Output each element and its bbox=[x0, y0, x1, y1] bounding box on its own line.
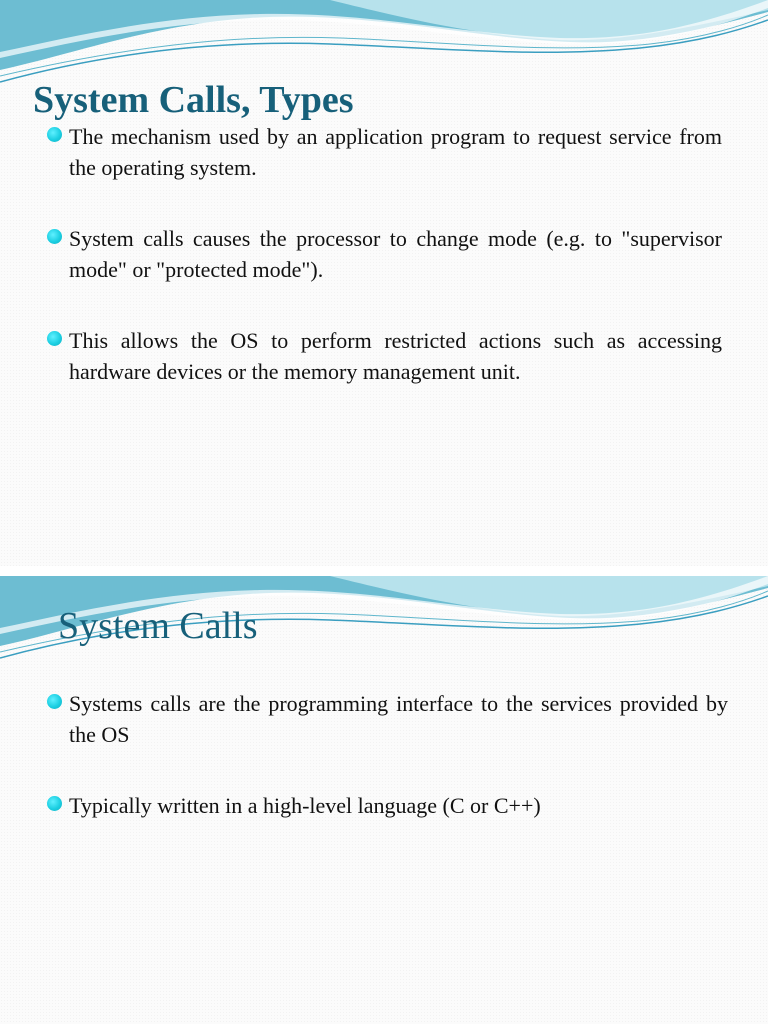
bullet-dot-icon bbox=[47, 796, 62, 811]
bullet-item bbox=[46, 688, 728, 750]
slide-title: System Calls bbox=[58, 605, 258, 647]
bullet-item bbox=[46, 121, 722, 183]
bullet-item bbox=[46, 790, 728, 821]
bullet-text: The mechanism used by an application program to request service from the operating system. bbox=[69, 124, 722, 180]
bullet-dot-icon bbox=[47, 694, 62, 709]
bullet-dot-icon bbox=[47, 127, 62, 142]
bullet-item bbox=[46, 325, 722, 387]
header-wave-decoration bbox=[0, 0, 768, 90]
bullet-text: System calls causes the processor to change mode (e.g. to "supervisor mode" or "protected mode"). bbox=[69, 226, 722, 282]
bullet-text: Typically written in a high-level language (C or C++) bbox=[69, 793, 541, 818]
bullet-dot-icon bbox=[47, 229, 62, 244]
slide-title: System Calls, Types bbox=[33, 79, 354, 121]
bullet-list bbox=[46, 688, 728, 861]
bullet-item bbox=[46, 223, 722, 285]
bullet-list bbox=[46, 121, 722, 427]
bullet-text: This allows the OS to perform restricted actions such as accessing hardware devices or the memory management unit. bbox=[69, 328, 722, 384]
bullet-text: Systems calls are the programming interface to the services provided by the OS bbox=[69, 691, 728, 747]
slide-2 bbox=[0, 576, 768, 1024]
bullet-dot-icon bbox=[47, 331, 62, 346]
